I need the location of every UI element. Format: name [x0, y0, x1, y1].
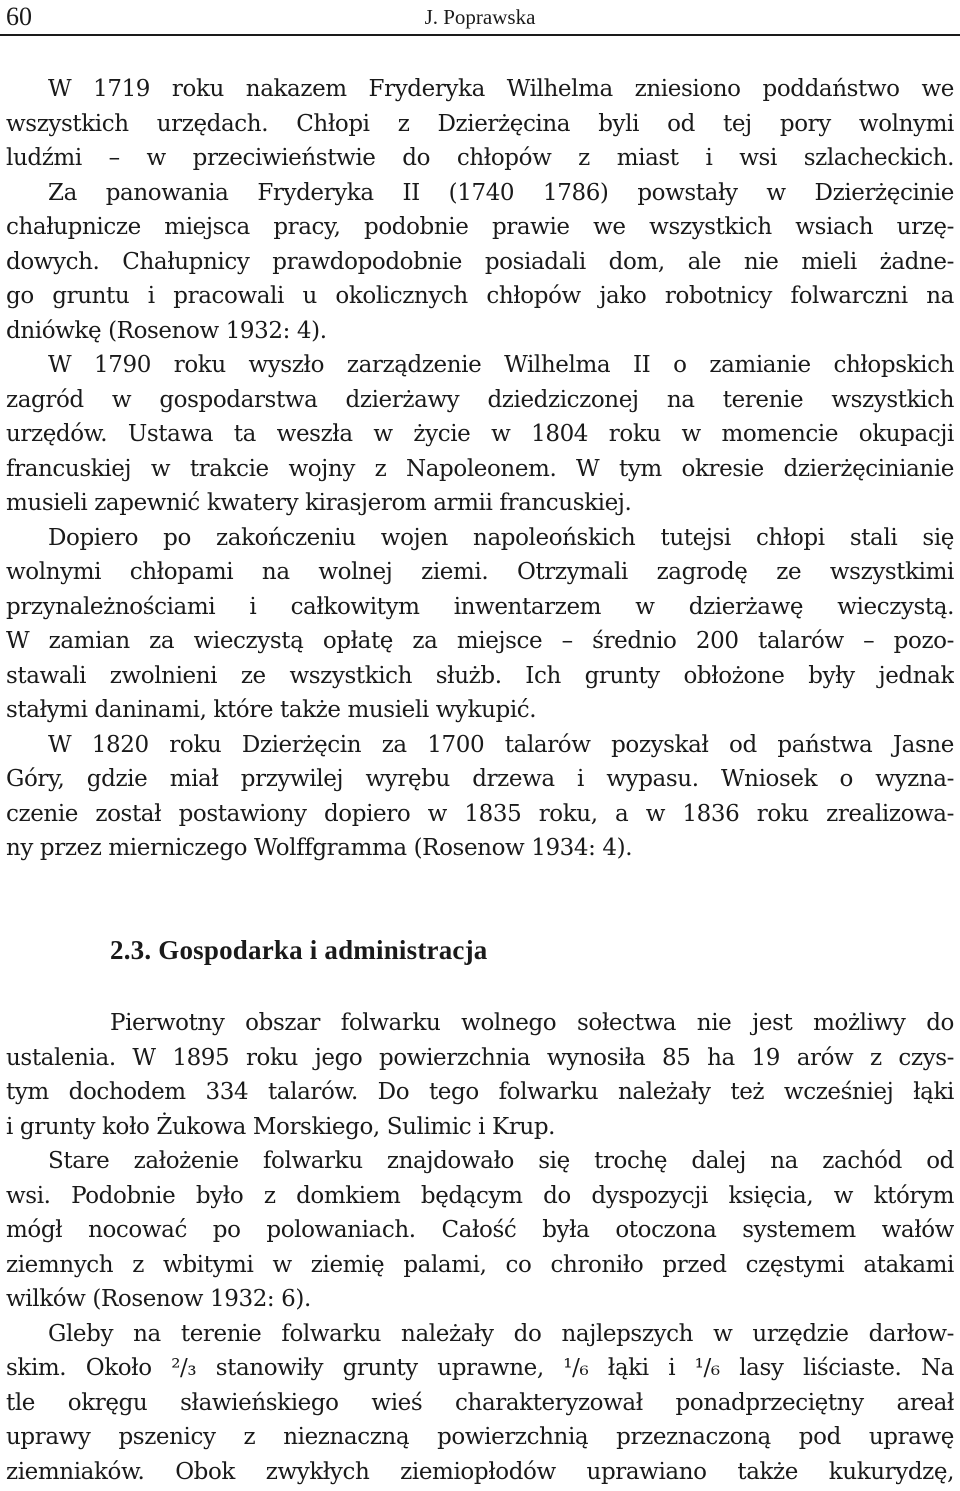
text-line: skim. Około ²/₃ stanowiły grunty uprawne, ¹/₆ łąki i ¹/₆ lasy liściaste. Na	[6, 1355, 954, 1381]
text-line: Stare założenie folwarku znajdowało się trochę dalej na zachód od	[48, 1148, 954, 1174]
text-line: urzędów. Ustawa ta weszła w życie w 1804 roku w momencie okupacji	[6, 421, 954, 447]
text-line: tym dochodem 334 talarów. Do tego folwarku należały też wcześniej łąki	[6, 1079, 954, 1105]
text-line: wolnymi chłopami na wolnej ziemi. Otrzymali zagrodę ze wszystkimi	[6, 559, 954, 585]
page-number: 60	[6, 2, 32, 31]
text-line: go gruntu i pracowali u okolicznych chłopów jako robotnicy folwarczni na	[6, 283, 954, 309]
text-line: chałupnicze miejsca pracy, podobnie prawie we wszystkich wsiach urzę-	[6, 214, 954, 240]
text-line: wszystkich urzędach. Chłopi z Dzierżęcina byli od tej pory wolnymi	[6, 110, 954, 137]
text-line: musieli zapewnić kwatery kirasjerom armii francuskiej.	[6, 490, 632, 516]
text-line: ustalenia. W 1895 roku jego powierzchnia wynosiła 85 ha 19 arów z czys-	[6, 1044, 954, 1071]
page-header	[0, 0, 960, 36]
section-heading: 2.3. Gospodarka i administracja	[110, 935, 488, 965]
section-body-text	[6, 1006, 954, 1489]
text-line: W 1820 roku Dzierżęcin za 1700 talarów pozyskał od państwa Jasne	[48, 731, 954, 758]
text-line: Pierwotny obszar folwarku wolnego sołectwa nie jest możliwy do	[110, 1010, 954, 1036]
text-line: Dopiero po zakończeniu wojen napoleońskich tutejsi chłopi stali się	[48, 524, 954, 551]
text-line: wsi. Podobnie było z domkiem będącym do dyspozycji księcia, w którym	[6, 1182, 954, 1209]
text-line: ludźmi – w przeciwieństwie do chłopów z miast i wsi szlacheckich.	[6, 145, 954, 171]
text-line: W 1719 roku nakazem Fryderyka Wilhelma zniesiono poddaństwo we	[48, 76, 954, 102]
text-line: czenie został postawiony dopiero w 1835 roku, a w 1836 roku zrealizowa-	[6, 800, 954, 827]
text-line: ziemniaków. Obok zwykłych ziemiopłodów uprawiano także kukurydzę,	[6, 1458, 954, 1485]
text-line: i grunty koło Żukowa Morskiego, Sulimic i Krup.	[6, 1113, 556, 1140]
text-line: dowych. Chałupnicy prawdopodobnie posiadali dom, ale nie mieli żadne-	[6, 248, 954, 275]
text-line: stałymi daninami, które także musieli wykupić.	[6, 697, 537, 723]
text-line: dniówkę (Rosenow 1932: 4).	[6, 317, 327, 344]
body-text-block	[6, 72, 954, 866]
text-line: zagród w gospodarstwa dzierżawy dziedziczonej na terenie wszystkich	[6, 386, 954, 413]
text-line: Za panowania Fryderyka II (1740 1786) powstały w Dzierżęcinie	[48, 179, 954, 206]
text-line: francuskiej w trakcie wojny z Napoleonem. W tym okresie dzierżęcinianie	[6, 455, 954, 482]
text-line: W zamian za wieczystą opłatę za miejsce – średnio 200 talarów – pozo-	[6, 628, 954, 654]
text-line: uprawy pszenicy z nieznaczną powierzchnią przeznaczoną pod uprawę	[6, 1424, 954, 1450]
running-head: J. Poprawska	[424, 5, 536, 29]
text-line: ziemnych z wbitymi w ziemię palami, co chroniło przed częstymi atakami	[6, 1251, 954, 1278]
text-line: Gleby na terenie folwarku należały do najlepszych w urzędzie darłow-	[48, 1320, 954, 1347]
text-line: przynależnościami i całkowitym inwentarzem w dzierżawę wieczystą.	[6, 593, 954, 620]
text-line: mógł nocować po polowaniach. Całość była otoczona systemem wałów	[6, 1217, 954, 1243]
text-line: tle okręgu sławieńskiego wieś charakteryzował ponadprzeciętny areał	[6, 1389, 954, 1416]
text-line: stawali zwolnieni ze wszystkich służb. Ich grunty obłożone były jednak	[6, 662, 954, 689]
text-line: W 1790 roku wyszło zarządzenie Wilhelma II o zamianie chłopskich	[48, 352, 954, 378]
text-line: Góry, gdzie miał przywilej wyrębu drzewa i wypasu. Wniosek o wyzna-	[6, 766, 954, 792]
text-line: ny przez mierniczego Wolffgramma (Rosenow 1934: 4).	[6, 835, 633, 861]
text-line: wilków (Rosenow 1932: 6).	[6, 1286, 311, 1312]
